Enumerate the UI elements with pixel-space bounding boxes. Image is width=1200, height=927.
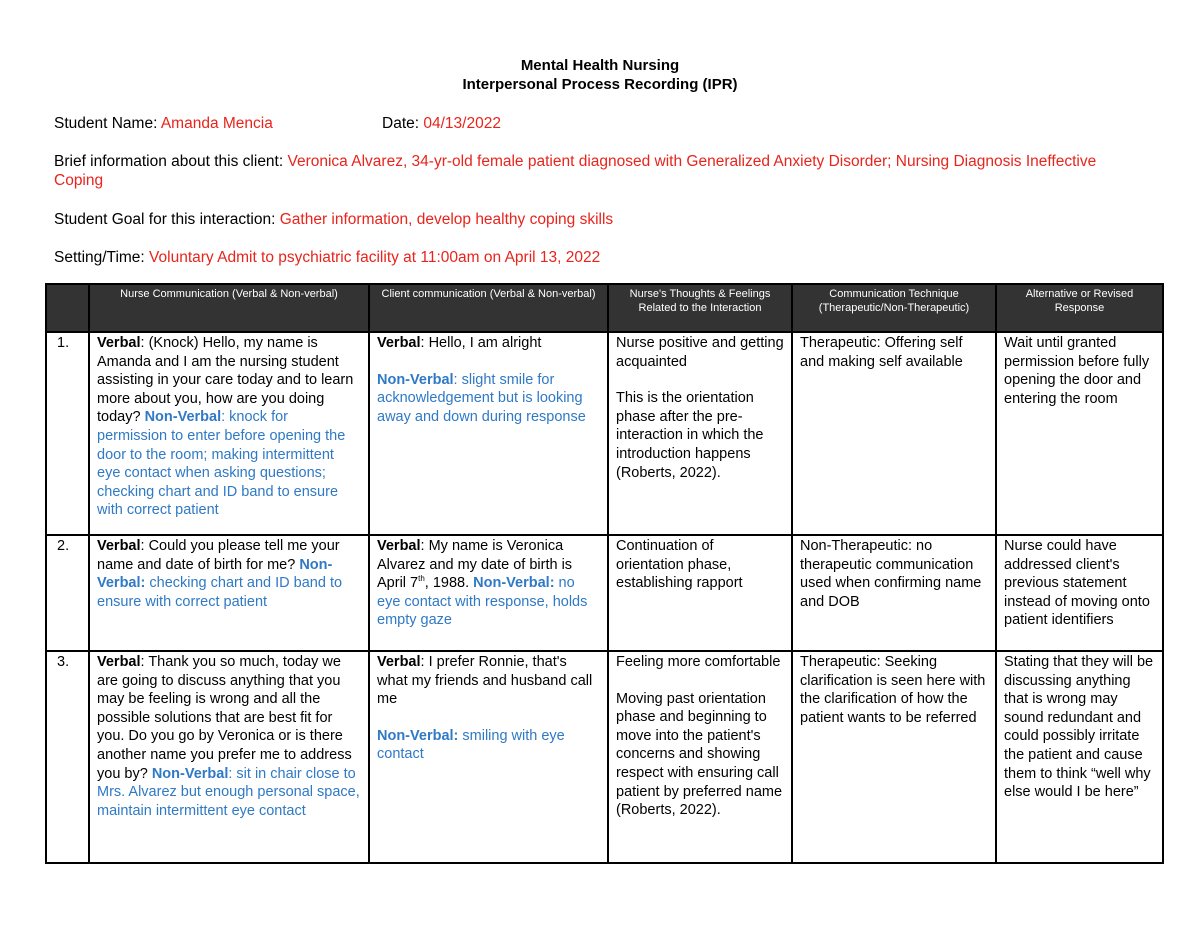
nurse-communication-cell [89, 535, 369, 651]
nonverbal-label: Non-Verbal [377, 371, 454, 388]
client-verbal-superscript: th [418, 574, 425, 584]
header-client-communication: Client communication (Verbal & Non-verbal) [369, 284, 608, 332]
student-goal-value: Gather information, develop healthy coping skills [279, 211, 614, 228]
nurse-thoughts-cell [608, 535, 792, 651]
student-name-value: Amanda Mencia [160, 115, 273, 132]
client-communication-cell [369, 651, 608, 863]
nurse-verbal-text: : Could you please tell me your name and date of birth for me? [97, 538, 340, 573]
document-title: Mental Health Nursing [520, 57, 680, 74]
client-verbal-text: : Hello, I am alright [420, 335, 542, 351]
thoughts-text: Feeling more comfortable [616, 654, 781, 670]
alternative-cell: Nurse could have addressed client's previous statement instead of moving onto patient identifiers [996, 535, 1163, 651]
row-number: 2. [46, 535, 89, 651]
technique-cell: Non-Therapeutic: no therapeutic communication used when confirming name and DOB [792, 535, 996, 651]
table-row [46, 535, 1163, 651]
verbal-label: Verbal [97, 335, 141, 351]
nonverbal-label: Non-Verbal: [377, 727, 459, 744]
header-communication-technique: Communication Technique (Therapeutic/Non-Therapeutic) [792, 284, 996, 332]
alternative-cell: Stating that they will be discussing anything that is wrong may sound redundant and could possibly irritate the patient and cause them to think “well why else would I be here” [996, 651, 1163, 863]
client-verbal-text: : My name is Veronica Alvarez and my date of birth is April 7 [377, 538, 573, 592]
nonverbal-label: Non-Verbal: [97, 556, 333, 592]
client-verbal-text-end: , 1988. [424, 575, 470, 592]
nurse-communication-cell [89, 651, 369, 863]
client-verbal-text: : I prefer Ronnie, that's what my friends and husband call me [377, 654, 593, 708]
document-subtitle: Interpersonal Process Recording (IPR) [462, 76, 738, 93]
nurse-nonverbal-text: : knock for permission to enter before opening the door to the room; making intermittent eye contact when asking questions; checking chart and ID band to ensure with correct patient [97, 409, 346, 519]
student-name-label: Student Name: [54, 115, 161, 132]
client-info-label: Brief information about this client: [54, 153, 288, 170]
thoughts-text-2: This is the orientation phase after the pre-interaction in which the introduction happens (Roberts, 2022). [616, 390, 764, 481]
thoughts-text-2: Moving past orientation phase and beginning to move into the patient's concerns and showing respect with ensuring call patient by preferred name (Roberts, 2022). [616, 690, 783, 819]
client-nonverbal-text: smiling with eye contact [377, 727, 565, 763]
nonverbal-label: Non-Verbal: [473, 575, 555, 592]
table-header-row [46, 284, 1163, 332]
verbal-label: Verbal [377, 654, 421, 670]
student-name-field [54, 114, 1134, 133]
client-communication-cell [369, 332, 608, 535]
row-number: 1. [46, 332, 89, 535]
date-field [382, 114, 501, 133]
table-row [46, 651, 1163, 863]
ipr-table [45, 283, 1164, 864]
client-communication-cell [369, 535, 608, 651]
thoughts-text: Continuation of orientation phase, establishing rapport [616, 538, 743, 592]
student-goal-label: Student Goal for this interaction: [54, 211, 280, 228]
nonverbal-label: Non-Verbal [151, 765, 229, 782]
verbal-label: Verbal [377, 335, 421, 351]
verbal-label: Verbal [377, 538, 421, 554]
client-nonverbal [377, 372, 586, 425]
table-row [46, 332, 1163, 535]
technique-cell: Therapeutic: Seeking clarification is seen here with the clarification of how the patient wants to be referred [792, 651, 996, 863]
thoughts-text: Nurse positive and getting acquainted [616, 335, 784, 370]
header-nurse-thoughts: Nurse's Thoughts & Feelings Related to the Interaction [608, 284, 792, 332]
nurse-nonverbal-text: checking chart and ID band to ensure with correct patient [97, 575, 343, 610]
nurse-communication-cell [89, 332, 369, 535]
client-nonverbal-text: no eye contact with response, holds empty gaze [377, 575, 588, 629]
nurse-verbal-text: : (Knock) Hello, my name is Amanda and I am the nursing student assisting in your care today and to learn more about you, how are you doing today? [97, 335, 354, 426]
verbal-label: Verbal [97, 654, 141, 670]
student-goal-field [54, 210, 1134, 229]
nurse-thoughts-cell [608, 332, 792, 535]
verbal-label: Verbal [97, 538, 141, 554]
document-title-block [0, 56, 1200, 94]
header-number [46, 284, 89, 332]
nonverbal-label: Non-Verbal [144, 409, 222, 426]
client-nonverbal [377, 728, 565, 763]
header-nurse-communication: Nurse Communication (Verbal & Non-verbal) [89, 284, 369, 332]
client-info-value: Veronica Alvarez, 34-yr-old female patient diagnosed with Generalized Anxiety Disorder; Nursing Diagnosis Ineffective Coping [54, 153, 1097, 189]
setting-time-label: Setting/Time: [54, 249, 150, 266]
header-alternative-response: Alternative or Revised Response [996, 284, 1163, 332]
row-number: 3. [46, 651, 89, 863]
client-info-field [54, 152, 1134, 190]
nurse-thoughts-cell [608, 651, 792, 863]
technique-cell: Therapeutic: Offering self and making self available [792, 332, 996, 535]
nurse-nonverbal-text: : sit in chair close to Mrs. Alvarez but enough personal space, maintain intermittent eye contact [97, 765, 360, 819]
setting-time-value: Voluntary Admit to psychiatric facility at 11:00am on April 13, 2022 [149, 249, 601, 266]
client-nonverbal-text: : slight smile for acknowledgement but is looking away and down during response [377, 371, 586, 425]
date-value: 04/13/2022 [423, 115, 501, 132]
date-label: Date: [382, 115, 424, 132]
setting-time-field [54, 248, 1134, 267]
nurse-nonverbal [97, 409, 345, 518]
nurse-verbal-text: : Thank you so much, today we are going to discuss anything that you may be feeling is wrong and all the possible solutions that are best fit for you. Do you go by Veronica or is there another name you prefer me to address you by? [97, 654, 352, 782]
alternative-cell: Wait until granted permission before fully opening the door and entering the room [996, 332, 1163, 535]
